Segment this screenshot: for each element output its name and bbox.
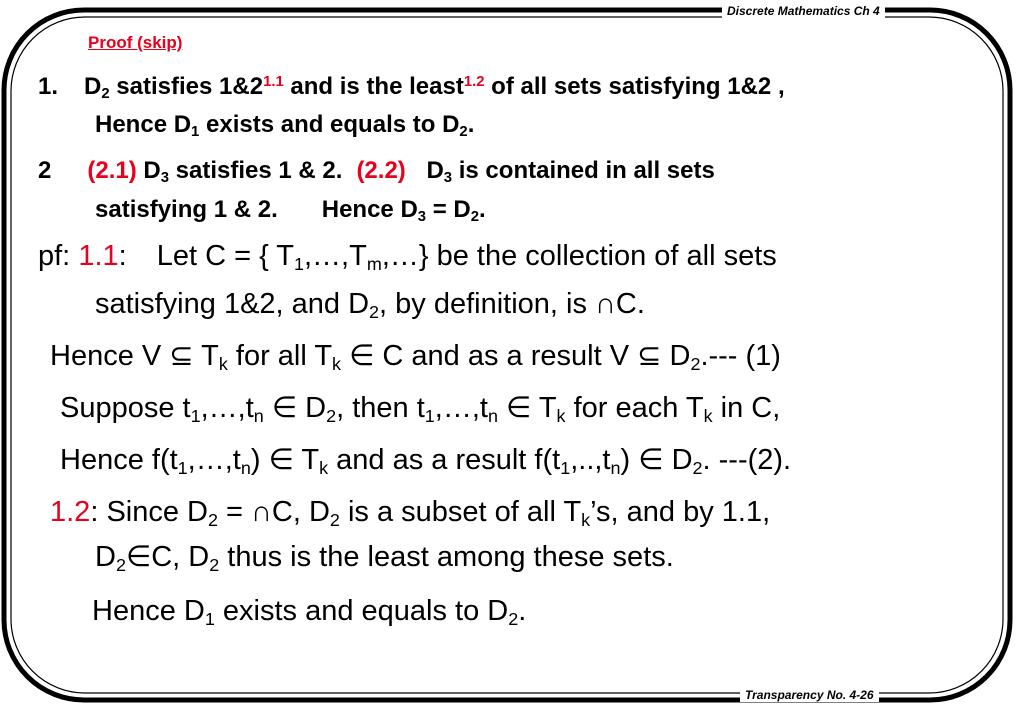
p12-line1: 1.2: Since $D_2$ = ∩C, $D_2$ is a subset of all $T_k’s$, and by 1.1, <box>50 496 771 531</box>
item2-number: 2 <box>38 157 52 184</box>
final-line: Hence $D_1$ exists and equals to $D_2$. <box>92 595 527 630</box>
hence-f-line: Hence $f(t_1,\dots,t_n)$ ∈ $T_k$ and as a result $f(t_1,..,t_n)$ ∈ $D_2$. ---(2). <box>60 444 792 479</box>
hence-v-line: Hence V ⊆ $T_k$ for all $T_k$ ∈ C and as a result V ⊆ $D_2.---$ (1) <box>50 340 781 375</box>
item1-line2: Hence $D_1$ exists and equals to $D_2$. <box>95 111 475 141</box>
item2-line1: 2 (2.1) $D_3$ satisfies 1 & 2. (2.2) $D_3$ is contained in all sets <box>38 157 715 187</box>
pf-line1: pf: 1.1: Let C = { $T_1,\dots,T_m,\dots$} be the collection of all sets <box>38 240 777 275</box>
ref-pf-1-2: 1.2 <box>50 496 91 528</box>
proof-heading: Proof (skip) <box>88 33 183 52</box>
ref-2-2: (2.2) <box>356 157 406 184</box>
item2-line2: satisfying 1 & 2. Hence $D_3 = D_2$. <box>95 196 486 226</box>
item1-line1: 1. $D_2$ satisfies $1\&2^{1.1}$ and is the least$^{1.2}$ of all sets satisfying 1&2 , <box>38 73 785 103</box>
suppose-line: Suppose $t_1,\dots,t_n$ ∈ $D_2$, then $t_1,\dots,t_n$ ∈ $T_k$ for each $T_k$ in C, <box>60 392 781 427</box>
pf-line2: satisfying 1&2, and $D_2$, by definition, is ∩C. <box>95 288 645 323</box>
ref-pf-1-1: 1.1 <box>78 240 119 272</box>
item1-number: 1. <box>38 73 59 100</box>
p12-line2: $D_2\in C$, $D_2$ thus is the least among these sets. <box>95 541 674 576</box>
header-title: Discrete Mathematics Ch 4 <box>722 4 885 18</box>
ref-1-2: 1.2 <box>463 73 485 90</box>
footer-label: Transparency No. 4-26 <box>740 688 879 702</box>
ref-2-1: (2.1) <box>87 157 137 184</box>
ref-1-1: 1.1 <box>263 73 284 90</box>
